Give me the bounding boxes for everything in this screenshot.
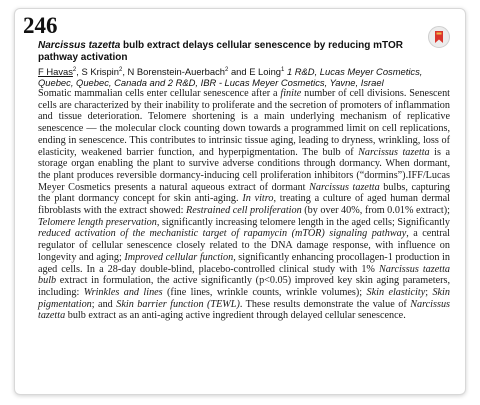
abstract-emphasis: Skin elasticity	[366, 286, 426, 298]
abstract-text: Somatic mammalian cells enter cellular senescence after a	[38, 88, 281, 99]
abstract-emphasis: Restrained cell proliferation	[186, 205, 302, 217]
affiliations: 1 R&D, Lucas Meyer Cosmetics, Quebec, Quebec, Canada and 2 R&D, IBR - Lucas Meyer Cosmetics, Yavne, Israel	[38, 66, 423, 89]
abstract-emphasis: Narcissus tazetta bulb	[38, 263, 450, 287]
abstract-emphasis: finite	[280, 88, 302, 99]
abstract-emphasis: Wrinkles and lines	[83, 286, 163, 298]
abstract-text: ;	[425, 286, 433, 298]
abstract-text: , significantly enhancing procollagen-1 production in aged cells. In a 28-day double-blind, placebo-controlled clinical study with 1%	[38, 251, 450, 275]
abstract-emphasis: Improved cellular function	[124, 251, 234, 263]
abstract-text: is a storage organ enabling the plant to survive adverse conditions through dormancy. When dormant, the plant produces reversible dormancy-inducing cell proliferation inhibitors (“dormins”).IFF/Lucas Meyer Cosmetics presents a natural aqueous extract of dormant	[38, 146, 450, 193]
abstract-emphasis: Telomere length preservation	[38, 216, 157, 228]
author-list: F Havas$^2$, S Krispin$^2$, N Borenstein-Auerbach$^2$ and E Loing$^1$ 1 R&D, Lucas Meyer Cosmetics, Quebec, Quebec, Canada and 2 R&D, IBR - Lucas Meyer Cosmetics, Yavne, Israel	[38, 66, 423, 89]
abstract-emphasis: reduced activation of the mechanistic target of rapamycin (mTOR) signaling pathway	[38, 228, 407, 240]
abstract-number: 246	[23, 13, 58, 38]
abstract-emphasis: Skin barrier function (TEWL)	[116, 298, 240, 310]
abstract-text: extract in formulation, the active significantly (p<0.05) improved key skin aging parameters, including:	[38, 275, 450, 298]
abstract-text: ; and	[91, 298, 117, 310]
abstract-emphasis: Narcissus tazetta	[38, 298, 451, 322]
abstract-emphasis: Narcissus tazetta	[309, 181, 380, 193]
presenting-author: F Havas	[38, 66, 73, 77]
abstract-emphasis: In vitro	[242, 193, 274, 205]
article-title: Narcissus tazetta bulb extract delays cellular senescence by reducing mTOR pathway activation	[38, 40, 403, 63]
abstract-body	[38, 88, 450, 322]
abstract-text: , treating a culture of aged human dermal fibroblasts with the extract showed:	[38, 193, 450, 217]
abstract-emphasis: Skin pigmentation	[38, 286, 450, 310]
abstract-text: , a central regulator of cellular senescence closely related to the DNA damage response, with influence on longevity and aging;	[38, 228, 450, 263]
abstract-text: (by over 40%, from 0.01% extract);	[301, 205, 450, 217]
abstract-text: . These results demonstrate the value of	[239, 298, 411, 310]
bookmark-button[interactable]	[428, 26, 450, 48]
title-species: Narcissus tazetta	[38, 40, 121, 51]
abstract-emphasis: Narcissus tazetta	[358, 146, 430, 158]
bookmark-ribbon-icon	[432, 30, 446, 44]
abstract-text: bulbs, capturing the plant dormancy concept for skin anti-aging.	[38, 181, 450, 205]
abstract-text: , significantly increasing telomere length in the aged cells; Significantly	[156, 216, 451, 228]
abstract-text: number of cell divisions. Senescent cells are characterized by their inability to proliferate and the secretion of promoters of inflammation and tissue deterioration. Telomere shortening is a main underlying mechanism of replicative senescence — the molecular clock counting down towards a programmed limit on cell replications, ending in senescence. This contributes to intrinsic tissue aging, leading to dryness, wrinkling, loss of elasticity, weakened barrier function, and hyperpigmentation. The bulb of	[38, 88, 451, 158]
abstract-text: bulb extract as an anti-aging active ingredient through delayed cellular senescence.	[65, 310, 406, 322]
abstract-text: (fine lines, wrinkle counts, wrinkle volumes);	[162, 286, 367, 298]
